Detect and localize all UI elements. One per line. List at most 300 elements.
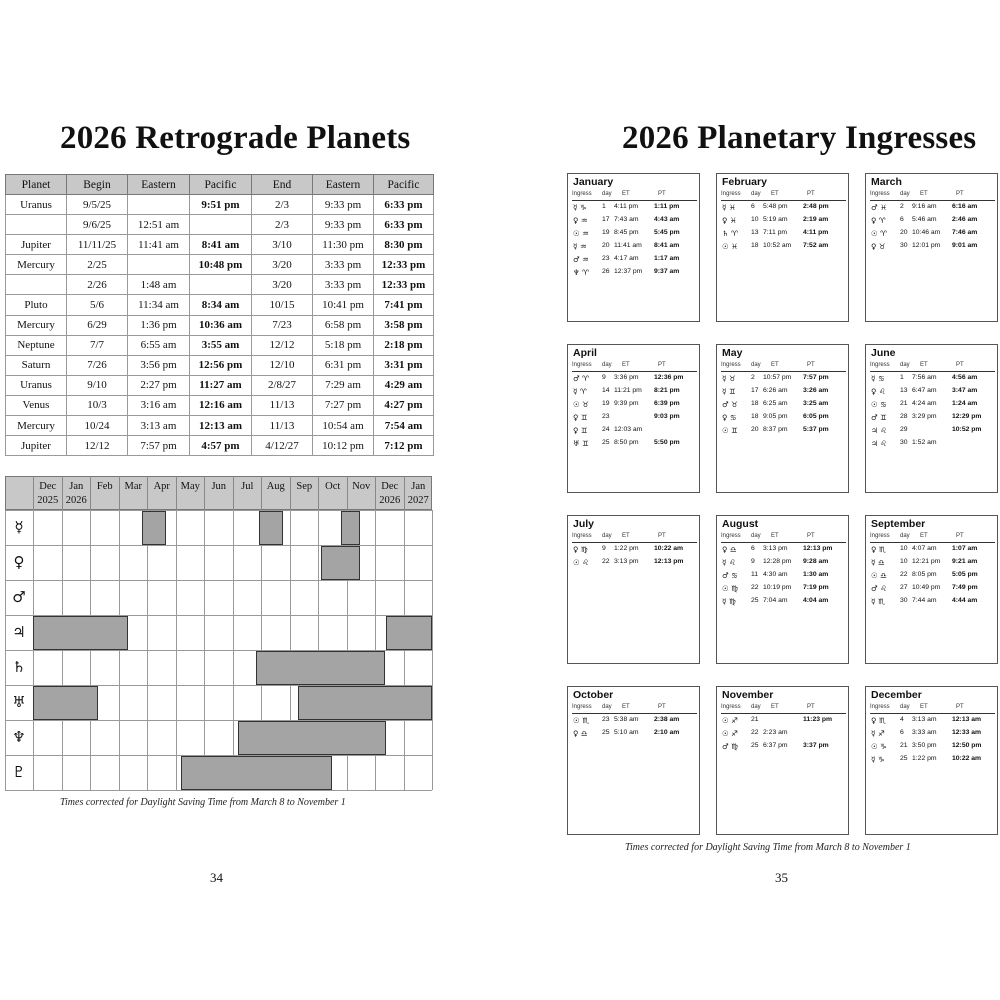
ingress-time-pacific: 4:04 am (803, 597, 829, 604)
ingress-time-eastern: 12:01 pm (912, 242, 941, 249)
column-label-ingress: Ingress (572, 362, 592, 368)
ingress-row (721, 558, 847, 570)
table-cell: Jupiter (6, 436, 67, 456)
month-column-headers (870, 191, 995, 201)
table-cell: 11:41 am (128, 235, 190, 255)
table-cell: 9:51 pm (190, 195, 252, 215)
planet-sign-symbols: ♂ ♌ (871, 584, 887, 593)
page-title-retrograde: 2026 Retrograde Planets (60, 120, 411, 156)
ingress-time-pacific: 7:52 am (803, 242, 829, 249)
ingress-row (721, 413, 847, 425)
table-cell: 2/3 (252, 195, 313, 215)
table-cell: 7:27 pm (313, 395, 374, 415)
table-cell: 10:12 pm (313, 436, 374, 456)
table-cell: 10:48 pm (190, 255, 252, 275)
ingress-row (721, 229, 847, 241)
table-row (6, 315, 434, 335)
table-cell: 7:54 am (374, 416, 434, 436)
retrograde-bar-uranus (33, 686, 98, 720)
month-box-february (716, 173, 849, 322)
table-cell: 6:55 am (128, 335, 190, 355)
ingress-row (572, 558, 698, 570)
ingress-time-eastern: 5:38 am (614, 716, 639, 723)
retrograde-bar-jupiter (33, 616, 128, 650)
ingress-row (721, 597, 847, 609)
planet-sign-symbols: ♂ ♈ (573, 374, 589, 383)
column-label-pt: PT (956, 533, 964, 539)
table-cell: 9:33 pm (313, 215, 374, 235)
ingress-day: 26 (602, 268, 610, 275)
ingress-day: 18 (751, 413, 759, 420)
planet-sign-symbols: ☿ ♌ (722, 558, 736, 567)
table-cell: 12/12 (67, 436, 128, 456)
ingress-row (870, 545, 996, 557)
uranus-icon: ♅ (12, 693, 26, 711)
ingress-time-eastern: 6:25 am (763, 400, 788, 407)
ingress-row (572, 716, 698, 728)
month-header (147, 476, 176, 510)
ingress-time-pacific: 9:01 am (952, 242, 978, 249)
column-label-pt: PT (807, 362, 815, 368)
table-row (6, 235, 434, 255)
column-label-pt: PT (807, 704, 815, 710)
table-cell: Mercury (6, 315, 67, 335)
month-label: Oct (325, 481, 341, 492)
planet-sign-symbols: ♆ ♈ (573, 268, 589, 277)
column-label-pt: PT (658, 191, 666, 197)
planet-sign-symbols: ♀ ♎ (722, 545, 737, 554)
table-cell: Venus (6, 395, 67, 415)
month-name: August (722, 518, 759, 530)
ingress-time-eastern: 10:52 am (763, 242, 792, 249)
month-box-august (716, 515, 849, 664)
month-box-july (567, 515, 700, 664)
table-cell: 10/3 (67, 395, 128, 415)
table-cell: 2:18 pm (374, 335, 434, 355)
ingress-row (721, 742, 847, 754)
table-cell: 9/10 (67, 375, 128, 395)
column-label-et: ET (920, 362, 928, 368)
planet-sign-symbols: ♀ ♊ (573, 426, 588, 435)
ingress-row (870, 571, 996, 583)
ingress-day: 21 (751, 716, 759, 723)
table-cell: 4:57 pm (190, 436, 252, 456)
planet-sign-symbols: ♂ ♍ (722, 742, 738, 751)
month-box-january (567, 173, 700, 322)
ingress-day: 22 (900, 571, 908, 578)
ingress-row (721, 571, 847, 583)
table-cell: 3:33 pm (313, 255, 374, 275)
planet-sign-symbols: ☿ ♉ (722, 374, 736, 383)
table-row (6, 295, 434, 315)
planet-sign-symbols: ☉ ♐ (722, 729, 738, 738)
ingress-time-eastern: 10:46 am (912, 229, 941, 236)
table-cell: 7:57 pm (128, 436, 190, 456)
neptune-icon: ♆ (12, 728, 26, 746)
ingress-time-eastern: 7:11 pm (763, 229, 788, 236)
table-cell: 2/3 (252, 215, 313, 235)
ingress-row (870, 242, 996, 254)
ingress-time-eastern: 4:07 am (912, 545, 937, 552)
planet-sign-symbols: ♀ ♉ (871, 242, 886, 251)
table-cell: 2/8/27 (252, 375, 313, 395)
table-cell: 10/15 (252, 295, 313, 315)
column-header: Eastern (128, 175, 190, 195)
ingress-row (870, 716, 996, 728)
planet-sign-symbols: ☉ ♓ (722, 242, 738, 251)
ingress-time-eastern: 3:13 am (912, 716, 937, 723)
ingress-time-eastern: 8:50 pm (614, 439, 639, 446)
ingress-time-eastern: 1:52 am (912, 439, 937, 446)
table-cell: 11/13 (252, 416, 313, 436)
table-cell: 12:33 pm (374, 255, 434, 275)
planet-sign-symbols: ☉ ♍ (722, 584, 738, 593)
table-cell (128, 195, 190, 215)
table-cell: 2/26 (67, 275, 128, 295)
month-name: April (573, 347, 597, 359)
month-box-april (567, 344, 700, 493)
column-label-ingress: Ingress (721, 704, 741, 710)
ingress-time-eastern: 3:50 pm (912, 742, 937, 749)
retrograde-bar-neptune (238, 721, 386, 755)
month-label: Jan (69, 481, 84, 492)
column-label-pt: PT (658, 362, 666, 368)
ingress-time-eastern: 9:16 am (912, 203, 937, 210)
column-label-pt: PT (956, 362, 964, 368)
planet-sign-symbols: ♂ ♋ (722, 571, 738, 580)
ingress-time-pacific: 1:17 am (654, 255, 680, 262)
ingress-day: 25 (900, 755, 908, 762)
column-label-ingress: Ingress (870, 533, 890, 539)
table-cell: 10:41 pm (313, 295, 374, 315)
jupiter-icon: ♃ (12, 623, 26, 641)
ingress-day: 27 (900, 584, 908, 591)
ingress-day: 30 (900, 597, 908, 604)
month-label: Nov (352, 481, 371, 492)
ingress-time-eastern: 6:47 am (912, 387, 937, 394)
grid-line (5, 545, 432, 546)
month-header (318, 476, 347, 510)
ingress-day: 20 (602, 242, 610, 249)
month-column-headers (572, 704, 697, 714)
ingress-time-eastern: 12:37 pm (614, 268, 643, 275)
ingress-time-pacific: 9:28 am (803, 558, 829, 565)
ingress-time-pacific: 8:41 am (654, 242, 680, 249)
month-header (233, 476, 262, 510)
ingress-day: 28 (900, 413, 908, 420)
month-name: February (722, 176, 767, 188)
ingress-time-pacific: 2:38 am (654, 716, 680, 723)
column-label-day: day (900, 704, 910, 710)
ingress-day: 1 (900, 374, 904, 381)
ingress-row (572, 729, 698, 741)
ingress-time-eastern: 8:45 pm (614, 229, 639, 236)
planet-sign-symbols: ☿ ♊ (722, 387, 736, 396)
ingress-time-pacific: 5:37 pm (803, 426, 829, 433)
table-cell: 3:56 pm (128, 355, 190, 375)
ingress-time-eastern: 6:37 pm (763, 742, 788, 749)
month-header (119, 476, 148, 510)
ingress-row (721, 545, 847, 557)
month-column-headers (572, 533, 697, 543)
ingress-time-pacific: 2:10 am (654, 729, 680, 736)
ingress-time-eastern: 7:44 am (912, 597, 937, 604)
ingress-day: 6 (751, 545, 755, 552)
ingress-time-pacific: 6:39 pm (654, 400, 680, 407)
table-cell: 7:12 pm (374, 436, 434, 456)
table-row (6, 335, 434, 355)
month-label: Apr (153, 481, 170, 492)
planet-sign-symbols: ♄ ♈ (722, 229, 738, 238)
ingress-day: 13 (900, 387, 908, 394)
ingress-day: 25 (602, 729, 610, 736)
ingress-row (870, 413, 996, 425)
saturn-icon: ♄ (12, 658, 26, 676)
column-label-ingress: Ingress (572, 191, 592, 197)
column-label-et: ET (622, 362, 630, 368)
planet-sign-symbols: ♀ ♏ (871, 716, 886, 725)
ingress-row (572, 242, 698, 254)
ingress-day: 25 (602, 439, 610, 446)
ingress-row (721, 242, 847, 254)
table-cell: 10:36 am (190, 315, 252, 335)
ingress-day: 4 (900, 716, 904, 723)
table-cell: 3:58 pm (374, 315, 434, 335)
grid-line (5, 510, 432, 511)
mars-icon: ♂ (12, 588, 26, 606)
table-row (6, 275, 434, 295)
ingress-row (572, 255, 698, 267)
table-cell: 8:30 pm (374, 235, 434, 255)
table-cell: 6:31 pm (313, 355, 374, 375)
table-cell: 3/10 (252, 235, 313, 255)
month-name: December (871, 689, 922, 701)
planet-sign-symbols: ☿ ♍ (722, 597, 736, 606)
planet-sign-symbols: ☉ ♊ (722, 426, 738, 435)
ingress-row (572, 229, 698, 241)
planet-sign-symbols: ☉ ♏ (573, 716, 589, 725)
column-label-ingress: Ingress (721, 533, 741, 539)
ingress-row (721, 374, 847, 386)
grid-line (5, 790, 432, 791)
ingress-time-pacific: 3:47 am (952, 387, 978, 394)
column-label-day: day (751, 362, 761, 368)
planet-sign-symbols: ☿ ♓ (722, 203, 736, 212)
page-title-ingresses: 2026 Planetary Ingresses (622, 120, 977, 156)
month-label: Aug (266, 481, 285, 492)
ingress-day: 2 (900, 203, 904, 210)
ingress-time-eastern: 5:19 am (763, 216, 788, 223)
planet-sign-symbols: ☿ ♈ (573, 387, 587, 396)
ingress-day: 14 (602, 387, 610, 394)
planet-sign-symbols: ☉ ♒ (573, 229, 589, 238)
ingress-day: 23 (602, 255, 610, 262)
ingress-time-eastern: 12:21 pm (912, 558, 941, 565)
ingress-time-pacific: 9:37 am (654, 268, 680, 275)
table-cell: Uranus (6, 375, 67, 395)
ingress-time-pacific: 10:22 am (654, 545, 684, 552)
ingress-time-pacific: 4:56 am (952, 374, 978, 381)
ingress-day: 22 (751, 729, 759, 736)
table-cell: 12/10 (252, 355, 313, 375)
ingress-row (572, 216, 698, 228)
table-cell: 7:29 am (313, 375, 374, 395)
planet-sign-symbols: ☉ ♌ (573, 558, 589, 567)
ingress-time-pacific: 2:46 am (952, 216, 978, 223)
table-cell (190, 275, 252, 295)
column-label-ingress: Ingress (721, 191, 741, 197)
planet-sign-symbols: ☉ ♑ (871, 742, 887, 751)
ingress-day: 6 (900, 216, 904, 223)
ingress-time-pacific: 9:21 am (952, 558, 978, 565)
ingress-time-eastern: 3:13 pm (763, 545, 788, 552)
ingress-day: 9 (602, 545, 606, 552)
ingress-time-eastern: 6:26 am (763, 387, 788, 394)
month-name: November (722, 689, 774, 701)
table-cell: 5:18 pm (313, 335, 374, 355)
ingress-row (870, 439, 996, 451)
month-label: Dec (39, 481, 57, 492)
month-name: January (573, 176, 614, 188)
planet-sign-symbols: ♂ ♓ (871, 203, 887, 212)
ingress-day: 10 (900, 545, 908, 552)
planet-sign-symbols: ♂ ♉ (722, 400, 738, 409)
column-label-et: ET (771, 191, 779, 197)
month-box-october (567, 686, 700, 835)
retrograde-bar-pluto (181, 756, 332, 790)
ingress-row (721, 400, 847, 412)
month-box-june (865, 344, 998, 493)
table-cell: Uranus (6, 195, 67, 215)
ingress-row (870, 755, 996, 767)
ingress-row (721, 584, 847, 596)
table-cell: Neptune (6, 335, 67, 355)
ingress-day: 18 (751, 400, 759, 407)
year-label: 2026 (379, 495, 401, 506)
ingress-row (721, 716, 847, 728)
table-cell: 8:41 am (190, 235, 252, 255)
month-column-headers (721, 704, 846, 714)
table-cell: 8:34 am (190, 295, 252, 315)
planet-sign-symbols: ☉ ♐ (722, 716, 738, 725)
ingress-row (870, 400, 996, 412)
ingress-time-pacific: 5:05 pm (952, 571, 978, 578)
table-cell: 7/23 (252, 315, 313, 335)
ingress-row (721, 426, 847, 438)
ingress-row (572, 439, 698, 451)
ingress-day: 20 (751, 426, 759, 433)
retrograde-bar-jupiter (386, 616, 432, 650)
column-label-day: day (751, 704, 761, 710)
column-label-day: day (602, 362, 612, 368)
month-name: June (871, 347, 896, 359)
month-name: September (871, 518, 926, 530)
table-cell: Mercury (6, 255, 67, 275)
ingress-day: 22 (751, 584, 759, 591)
month-box-september (865, 515, 998, 664)
month-name: March (871, 176, 902, 188)
ingress-time-pacific: 12:13 pm (803, 545, 833, 552)
month-label: Jun (211, 481, 227, 492)
planet-sign-symbols: ☉ ♋ (871, 400, 887, 409)
planet-sign-symbols: ☿ ♐ (871, 729, 885, 738)
ingress-row (572, 400, 698, 412)
month-column-headers (870, 362, 995, 372)
month-header (176, 476, 205, 510)
column-label-et: ET (622, 533, 630, 539)
ingress-time-eastern: 4:11 pm (614, 203, 639, 210)
column-label-day: day (900, 191, 910, 197)
month-box-november (716, 686, 849, 835)
column-label-pt: PT (956, 191, 964, 197)
ingress-row (870, 203, 996, 215)
ingress-day: 25 (751, 742, 759, 749)
planet-sign-symbols: ♀ ♒ (573, 216, 588, 225)
planet-sign-symbols: ☉ ♉ (573, 400, 589, 409)
ingress-day: 18 (751, 242, 759, 249)
table-cell: 1:36 pm (128, 315, 190, 335)
ingress-time-eastern: 4:24 am (912, 400, 937, 407)
year-label: 2027 (407, 495, 429, 506)
table-cell: 11/11/25 (67, 235, 128, 255)
month-label: Jul (241, 481, 254, 492)
month-box-march (865, 173, 998, 322)
month-label: Sep (296, 481, 313, 492)
planet-sign-symbols: ♅ ♊ (573, 439, 589, 448)
ingress-time-eastern: 10:57 pm (763, 374, 792, 381)
table-cell: 2:27 pm (128, 375, 190, 395)
ingress-time-pacific: 4:43 am (654, 216, 680, 223)
table-row (6, 395, 434, 415)
ingress-row (572, 413, 698, 425)
ingress-day: 17 (602, 216, 610, 223)
column-label-day: day (602, 191, 612, 197)
ingress-day: 21 (900, 400, 908, 407)
ingress-row (870, 426, 996, 438)
planet-sign-symbols: ☿ ♑ (871, 755, 885, 764)
column-label-ingress: Ingress (870, 704, 890, 710)
table-cell: 10/24 (67, 416, 128, 436)
table-cell: 2/25 (67, 255, 128, 275)
planet-sign-symbols: ♀ ♎ (573, 729, 588, 738)
ingress-time-eastern: 1:22 pm (912, 755, 937, 762)
ingress-time-pacific: 12:50 pm (952, 742, 982, 749)
table-cell: 12:13 am (190, 416, 252, 436)
ingress-row (870, 729, 996, 741)
ingress-row (572, 426, 698, 438)
table-cell: 7:41 pm (374, 295, 434, 315)
ingress-day: 20 (900, 229, 908, 236)
ingress-row (572, 374, 698, 386)
planet-sign-symbols: ♂ ♊ (871, 413, 887, 422)
ingress-time-pacific: 2:48 pm (803, 203, 829, 210)
ingress-time-pacific: 3:26 am (803, 387, 829, 394)
ingress-day: 30 (900, 242, 908, 249)
table-cell: 11:27 am (190, 375, 252, 395)
ingress-day: 21 (900, 742, 908, 749)
ingress-time-pacific: 2:19 am (803, 216, 829, 223)
planet-sign-symbols: ♀ ♈ (871, 216, 886, 225)
ingress-row (870, 558, 996, 570)
ingress-time-eastern: 1:22 pm (614, 545, 639, 552)
planet-sign-symbols: ☿ ♎ (871, 558, 885, 567)
month-header (62, 476, 91, 510)
table-cell: 5/6 (67, 295, 128, 315)
ingress-time-eastern: 8:37 pm (763, 426, 788, 433)
table-cell: 4:29 am (374, 375, 434, 395)
table-cell: 12:33 pm (374, 275, 434, 295)
table-cell: 6:58 pm (313, 315, 374, 335)
